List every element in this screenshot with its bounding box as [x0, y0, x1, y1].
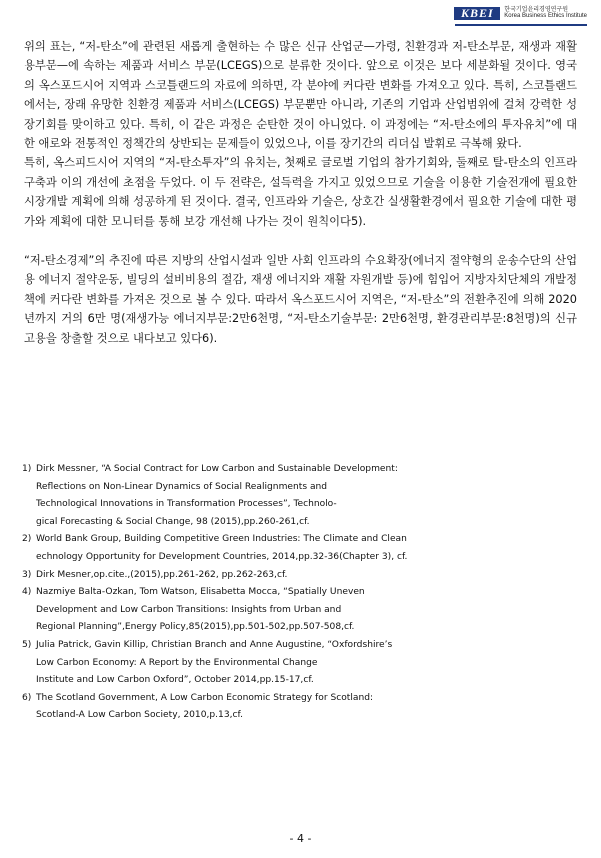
footnote-line: Reflections on Non-Linear Dynamics of Social Realignments and [36, 481, 328, 492]
main-text [24, 37, 577, 348]
page-header [454, 4, 587, 22]
footnote [22, 531, 582, 566]
footnotes [22, 461, 582, 725]
body-paragraph-2: 특히, 옥스피드시어 지역의 “저-탄소투자”의 유치는, 첫째로 글로벌 기업의 참가기회와, 둘째로 탈-탄소의 인프라 구축과 이의 개선에 초점을 두었다. 이 두 전략은, 설득력을 가지고 있었으므로 기술을 이용한 기술전개에 필요한 시장개발 계획에 의해 성공하게 된 것이다. 결국, 인프라와 기술은, 상호간 실생활환경에서 필요한 기술에 대한 평가와 계획에 대한 모니터를 통해 보강 개선해 나가는 것이 원칙이다5). [24, 156, 577, 228]
footnote-line: Regional Planning”,Energy Policy,85(2015),pp.501-502,pp.507-508,cf. [36, 622, 355, 633]
footnote-line: Nazmiye Balta-Ozkan, Tom Watson, Elisabetta Mocca, “Spatially Uneven [36, 587, 365, 598]
body-paragraph-1: 위의 표는, “저-탄소”에 관련된 새롭게 출현하는 수 많은 신규 산업군—가령, 친환경과 저-탄소부문, 재생과 재활용부문—에 속하는 제품과 서비스 부문(LCEGS)으로 분류한 것이다. 앞으로 이것은 보다 세분화될 것이다. 영국의 옥스포드시어 지역과 스코틀랜드의 자료에 의하면, 각 분야에 커다란 변화를 가져오고 있다. 특히, 스코틀랜드에서는, 장래 유망한 친환경 제품과 서비스(LCEGS) 부문뿐만 아니라, 기존의 기업과 산업범위에 걸쳐 강력한 성장기회를 맞이하고 있다. 특히, 이 같은 과정은 순탄한 것이 아니었다. 이 과정에는 “저-탄소에의 투자유치”에 대한 애로와 전통적인 정책간의 상반되는 문제들이 있었으나, 이를 장기간의 리더십 발휘로 극복해 왔다. [24, 40, 577, 151]
footnote-line: gical Forecasting & Social Change, 98 (2015),pp.260-261,cf. [36, 516, 310, 527]
org-name-korean: 한국기업윤리경영연구원 [504, 6, 569, 13]
footnote-number: 6) [22, 692, 32, 703]
footnote-line: Dirk Mesner,op.cite.,(2015),pp.261-262, pp.262-263,cf. [36, 569, 288, 580]
footnote-line: World Bank Group, Building Competitive Green Industries: The Climate and Clean [36, 534, 407, 545]
footnote-number: 2) [22, 534, 32, 545]
footnote-line: Institute and Low Carbon Oxford”, October 2014,pp.15-17,cf. [36, 675, 314, 686]
footnote-number: 1) [22, 464, 32, 474]
footnote-line: Dirk Messner, “A Social Contract for Low Carbon and Sustainable Development: [36, 464, 398, 474]
org-name [504, 6, 587, 20]
footnote-line: Development and Low Carbon Transitions: Insights from Urban and [36, 604, 342, 615]
kbei-logo: KBEI [454, 7, 500, 20]
footnote-line: Scotland-A Low Carbon Society, 2010,p.13,cf. [36, 710, 243, 721]
footnote-number: 5) [22, 639, 32, 650]
body-paragraph-3: “저-탄소경제”의 추진에 따른 지방의 산업시설과 일반 사회 인프라의 수요확장(에너지 절약형의 운송수단의 산업용 에너지 절약운동, 빌딩의 설비비용의 절감, 재생 에너지와 재활 자원개발 등)에 힘입어 지방자치단체의 개발정책에 커다란 변화를 가져온 것으로 볼 수 있다. 따라서 옥스포드시어 지역은, “저-탄소”의 전환추진에 의해 2020년까지 거의 6만 명(재생가능 에너지부문:2만6천명, “저-탄소기술부문: 2만6천명, 환경관리부문:8천명)의 신규고용을 창출할 것으로 내다보고 있다6). [24, 254, 577, 345]
footnote-line: The Scotland Government, A Low Carbon Economic Strategy for Scotland: [36, 692, 374, 703]
org-name-english: Korea Business Ethics Institute [504, 13, 587, 19]
footnote-number: 4) [22, 587, 32, 598]
footnote-line: Technological Innovations in Transformation Processes”, Technolo- [36, 499, 337, 510]
footnote [22, 461, 582, 531]
footnote-line: Low Carbon Economy: A Report by the Environmental Change [36, 657, 318, 668]
footnote-number: 3) [22, 569, 32, 580]
footnote [22, 567, 582, 585]
footnote [22, 637, 582, 690]
header-rule [455, 24, 587, 26]
footnote [22, 584, 582, 637]
footnote-line: echnology Opportunity for Development Countries, 2014,pp.32-36(Chapter 3), cf. [36, 551, 408, 562]
footnote-line: Julia Patrick, Gavin Killip, Christian Branch and Anne Augustine, “Oxfordshire’s [36, 639, 393, 650]
page-number: - 4 - [289, 832, 312, 845]
footnote [22, 690, 582, 725]
